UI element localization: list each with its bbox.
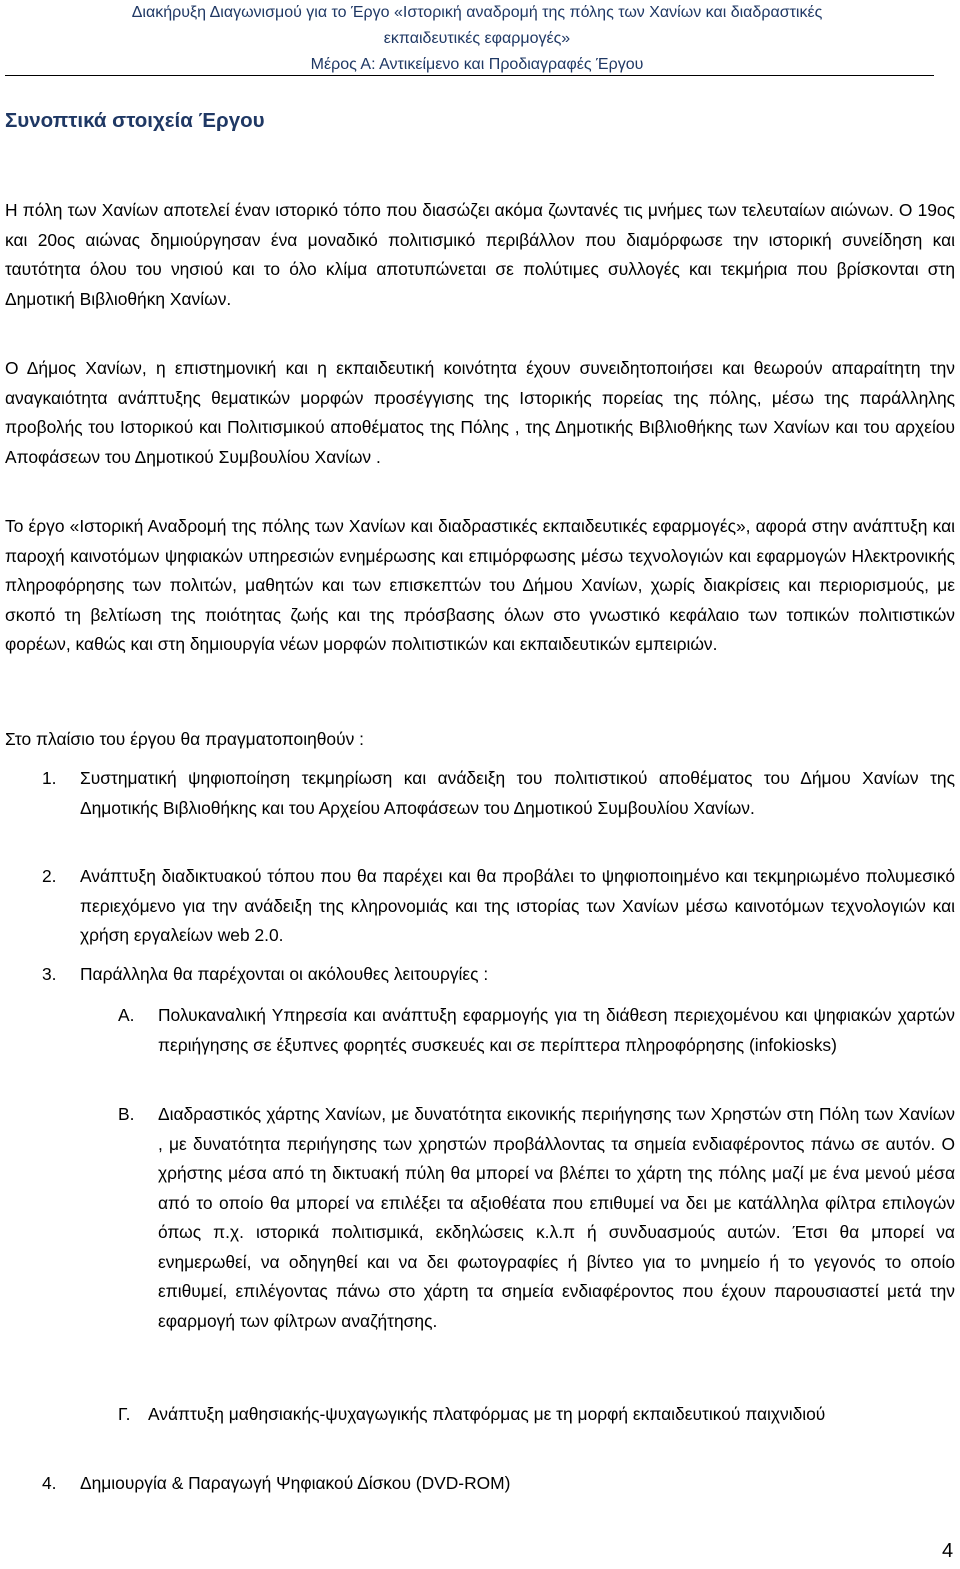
list-number: 4. [42,1473,57,1493]
list-item [42,862,955,951]
paragraph-scope: Στο πλαίσιο του έργου θα πραγματοποιηθούν : [5,729,364,749]
list-text: Συστηματική ψηφιοποίηση τεκμηρίωση και ανάδειξη του πολιτιστικού αποθέματος του Δήμου Χανίων της Δημοτικής Βιβλιοθήκης και του Αρχείου Αποφάσεων του Δημοτικού Συμβουλίου Χανίων. [80,768,955,818]
list-text: Ανάπτυξη διαδικτυακού τόπου που θα παρέχει και θα προβάλει το ψηφιοποιημένο και τεκμηριωμένο πολυμεσικό περιεχόμενο για την ανάδειξη της κληρονομιάς και της ιστορίας των Χανίων μέσω καινοτόμων τεχνολογιών και χρήση εργαλείων web 2.0. [80,866,955,945]
paragraph-municipality: Ο Δήμος Χανίων, η επιστημονική και η εκπαιδευτική κοινότητα έχουν συνειδητοποιήσει και θεωρούν απαραίτητη την αναγκαιότητα ανάπτυξης θεματικών μορφών προσέγγισης της Ιστορικής πορείας της πόλης, μέσω της παράλληλης προβολής του Ιστορικού και Πολιτισμικού αποθέματος της Πόλης , της Δημοτικής Βιβλιοθήκης των Χανίων και του αρχείου Αποφάσεων του Δημοτικού Συμβουλίου Χανίων . [5,358,955,467]
list-item [42,1469,955,1499]
sub-list-item [118,1100,955,1336]
sub-list-text: Πολυκαναλική Υπηρεσία και ανάπτυξη εφαρμογής για τη διάθεση περιεχομένου και ψηφιακών χαρτών περιήγησης σε έξυπνες φορητές συσκευές και σε περίπτερα πληροφόρησης (infokiosks) [158,1005,955,1055]
header-subtitle: Μέρος Α: Αντικείμενο και Προδιαγραφές Έργου [310,56,644,73]
list-number: 2. [42,866,57,886]
list-item [42,764,955,823]
list-number: 1. [42,768,57,788]
sub-list-text: Ανάπτυξη μαθησιακής-ψυχαγωγικής πλατφόρμας με τη μορφή εκπαιδευτικού παιχνιδιού [148,1404,826,1424]
paragraph-project: Το έργο «Ιστορική Αναδρομή της πόλης των Χανίων και διαδραστικές εκπαιδευτικές εφαρμογές», αφορά στην ανάπτυξη και παροχή καινοτόμων ψηφιακών υπηρεσιών ενημέρωσης και επιμόρφωσης μέσω τεχνολογιών και εφαρμογών Ηλεκτρονικής πληροφόρησης των πολιτών, μαθητών και των επισκεπτών του Δήμου Χανίων, χωρίς διακρίσεις και περιορισμούς, με σκοπό τη βελτίωση της ποιότητας ζωής και της πρόσβασης όλων στο γνωστικό κεφάλαιο των τοπικών πολιτιστικών φορέων, καθώς και στη δημιουργία νέων μορφών πολιτιστικών και εκπαιδευτικών εμπειριών. [5,516,955,654]
list-text: Παράλληλα θα παρέχονται οι ακόλουθες λειτουργίες : [80,964,489,984]
header-divider [5,75,934,76]
sub-list-item [118,1001,955,1060]
list-number: 3. [42,964,57,984]
paragraph-intro: Η πόλη των Χανίων αποτελεί έναν ιστορικό τόπο που διασώζει ακόμα ζωντανές τις μνήμες των τελευταίων αιώνων. Ο 19ος και 20ος αιώνας δημιούργησαν ένα μοναδικό πολιτισμικό περιβάλλον που διαμόρφωσε την ιστορική συνείδηση και ταυτότητα όλου του νησιού και το όλο κλίμα αποτυπώνεται σε πολύτιμες συλλογές και τεκμήρια που βρίσκονται στη Δημοτική Βιβλιοθήκη Χανίων. [5,200,955,309]
header-title-line-2: εκπαιδευτικές εφαρμογές» [383,30,571,47]
sub-list-letter: Γ. [118,1404,131,1424]
sub-list-letter: Β. [118,1104,135,1124]
page-number: 4 [942,1540,954,1562]
list-text: Δημιουργία & Παραγωγή Ψηφιακού Δίσκου (DVD-ROM) [80,1473,511,1493]
document-header [20,0,934,78]
sub-list-text: Διαδραστικός χάρτης Χανίων, με δυνατότητα εικονικής περιήγησης των Χρηστών στη Πόλη των Χανίων , με δυνατότητα περιήγησης των χρηστών προβάλλοντας τα σημεία ενδιαφέροντος πάνω σε αυτόν. Ο χρήστης μέσα από τη δικτυακή πύλη θα μπορεί να βλέπει το χάρτη της πόλης μαζί με ένα μενού μέσα από το οποίο θα μπορεί να επιλέξει τα αξιοθέατα που επιθυμεί να δει με κατάλληλα φίλτρα επιλογών όπως π.χ. ιστορικά πολιτισμικά, εκδηλώσεις κ.λ.π ή συνδυασμούς αυτών. Έτσι θα μπορεί να ενημερωθεί, να οδηγηθεί και να δει φωτογραφίες ή βίντεο για το μνημείο ή το γεγονός το οποίο επιθυμεί, επιλέγοντας πάνω στο χάρτη τα σημεία ενδιαφέροντος που έχουν παρουσιαστεί μετά την εφαρμογή των φίλτρων αναζήτησης. [158,1104,955,1331]
header-title-line-1: Διακήρυξη Διαγωνισμού για το Έργο «Ιστορική αναδρομή της πόλης των Χανίων και διαδραστικές [131,4,823,21]
sub-list-item [118,1400,955,1430]
list-item [42,960,955,990]
sub-list-letter: Α. [118,1005,135,1025]
section-title: Συνοπτικά στοιχεία Έργου [5,109,265,132]
